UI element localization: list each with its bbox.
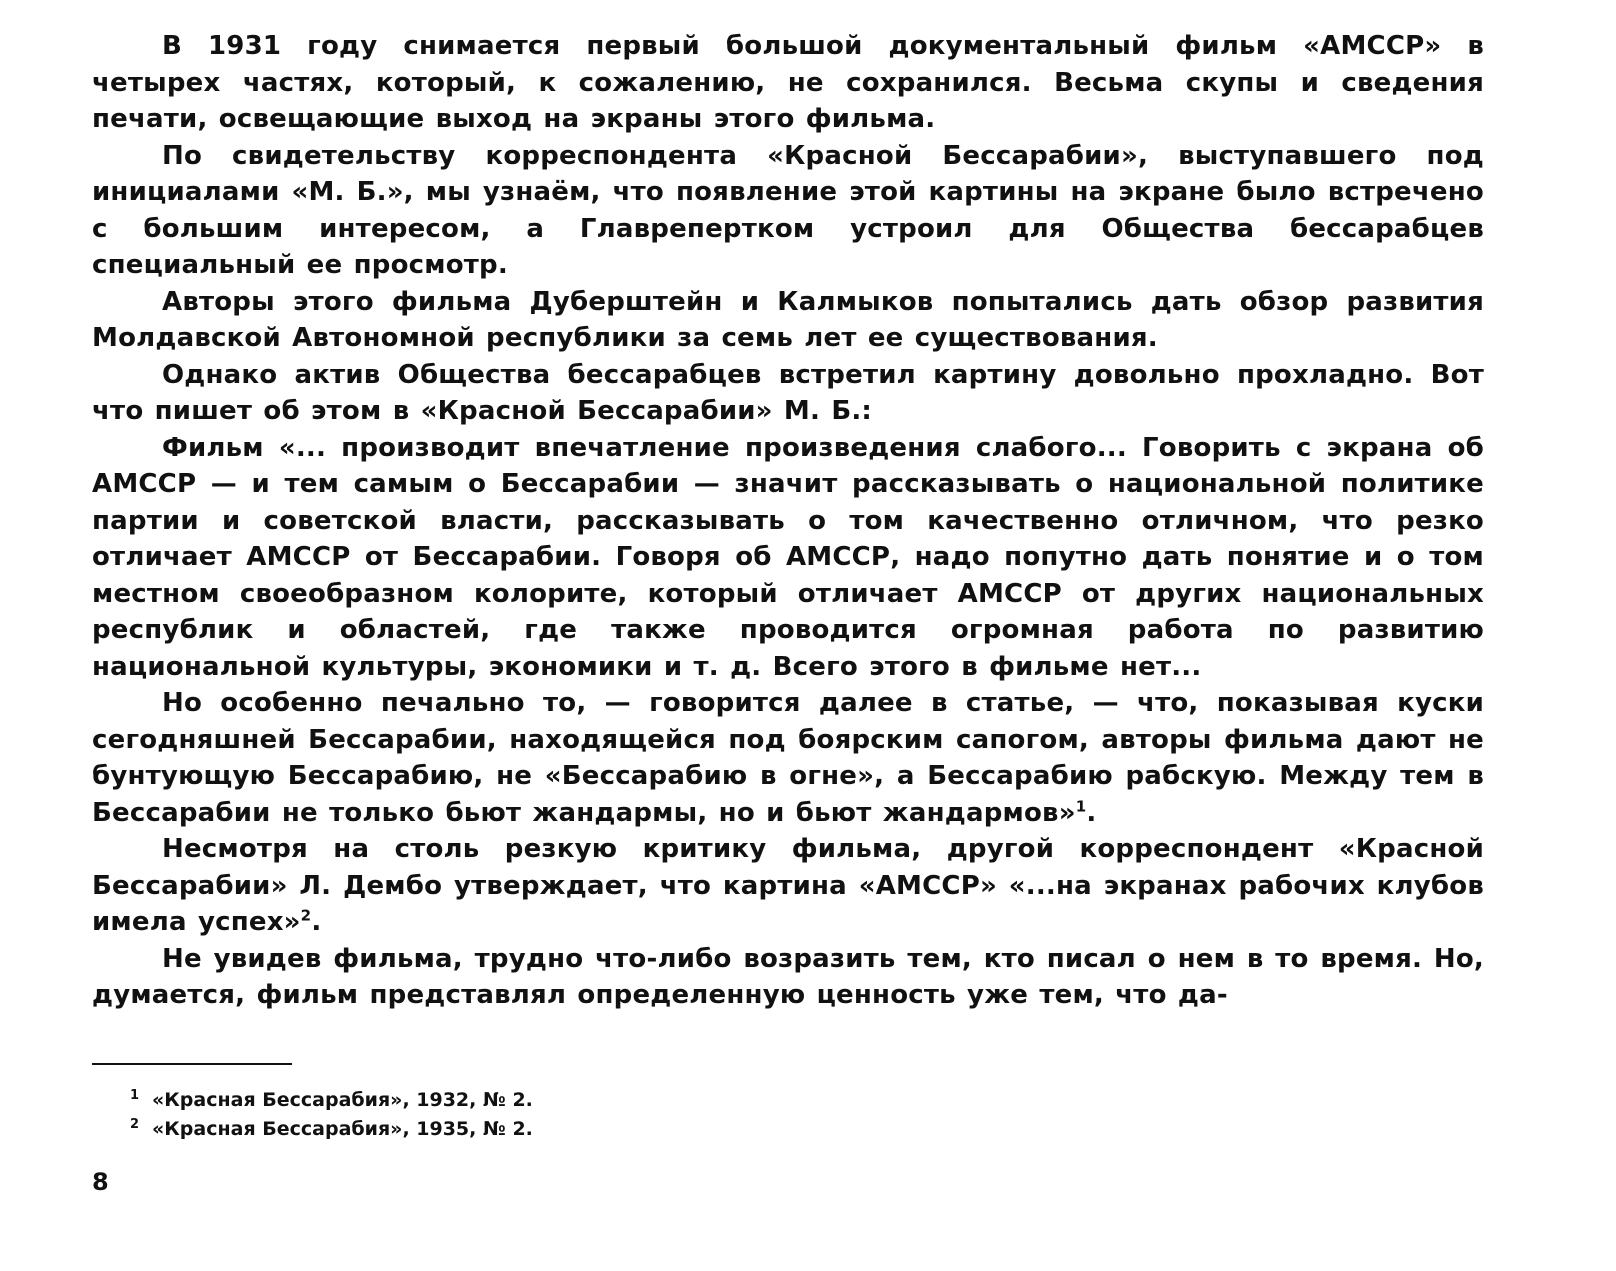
paragraph-7: Несмотря на столь резкую критику фильма, другой корреспондент «Красной Бессарабии» Л. Дембо утверждает, что картина «АМССР» «...на экранах рабочих клубов имела успех»$^2$.	[92, 834, 1484, 937]
footnote-divider	[92, 1063, 292, 1065]
footnote-ref-2: 2	[300, 906, 312, 925]
footnote-ref-1: 1	[1075, 796, 1087, 815]
page-body	[92, 28, 1484, 1014]
paragraph-6-text: Но особенно печально то, — говорится далее в статье, — что, показывая куски сегодняшней Бессарабии, находящейся под боярским сапогом, авторы фильма дают не бунтующую Бессарабию, не «Бессарабию в огне», а Бессарабию рабскую. Между тем в Бессарабии не только бьют жандармы, но и бьют жандармов»	[92, 688, 1484, 828]
footnote-1: 1 «Красная Бессарабия», 1932, № 2.	[130, 1087, 533, 1111]
footnotes	[130, 1086, 1030, 1144]
paragraph-3: Авторы этого фильма Дуберштейн и Калмыков попытались дать обзор развития Молдавской Автономной республики за семь лет ее существования.	[92, 286, 1484, 353]
paragraph-5: Фильм «... производит впечатление произведения слабого... Говорить с экрана об АМССР — и тем самым о Бессарабии — значит рассказывать о национальной политике партии и советской власти, рассказывать о том качественно отличном, что резко отличает АМССР от Бессарабии. Говоря об АМССР, надо попутно дать понятие и о том местном своеобразном колорите, который отличает АМССР от других национальных республик и областей, где также проводится огромная работа по развитию национальной культуры, экономики и т. д. Всего этого в фильме нет...	[92, 432, 1484, 682]
page-number: 8	[92, 1168, 109, 1196]
paragraph-8: Не увидев фильма, трудно что-либо возразить тем, кто писал о нем в то время. Но, думается, фильм представлял определенную ценность уже тем, что да-	[92, 943, 1484, 1010]
paragraph-2: По свидетельству корреспондента «Красной Бессарабии», выступавшего под инициалами «М. Б.», мы узнаём, что появление этой картины на экране было встречено с большим интересом, а Главрепертком устроил для Общества бессарабцев специальный ее просмотр.	[92, 140, 1484, 280]
paragraph-6: Но особенно печально то, — говорится далее в статье, — что, показывая куски сегодняшней Бессарабии, находящейся под боярским сапогом, авторы фильма дают не бунтующую Бессарабию, не «Бессарабию в огне», а Бессарабию рабскую. Между тем в Бессарабии не только бьют жандармы, но и бьют жандармов»$^1$.	[92, 688, 1484, 828]
footnote-2: 2 «Красная Бессарабия», 1935, № 2.	[130, 1116, 533, 1140]
paragraph-1: В 1931 году снимается первый большой документальный фильм «АМССР» в четырех частях, который, к сожалению, не сохранился. Весьма скупы и сведения печати, освещающие выход на экраны этого фильма.	[92, 31, 1484, 134]
footnote-2-text: «Красная Бессарабия», 1935, № 2.	[152, 1118, 533, 1140]
footnote-1-text: «Красная Бессарабия», 1932, № 2.	[152, 1089, 533, 1111]
paragraph-4: Однако актив Общества бессарабцев встретил картину довольно прохладно. Вот что пишет об этом в «Красной Бессарабии» М. Б.:	[92, 359, 1484, 426]
paragraph-7-text: Несмотря на столь резкую критику фильма, другой корреспондент «Красной Бессарабии» Л. Дембо утверждает, что картина «АМССР» «...на экранах рабочих клубов имела успех»	[92, 834, 1484, 937]
